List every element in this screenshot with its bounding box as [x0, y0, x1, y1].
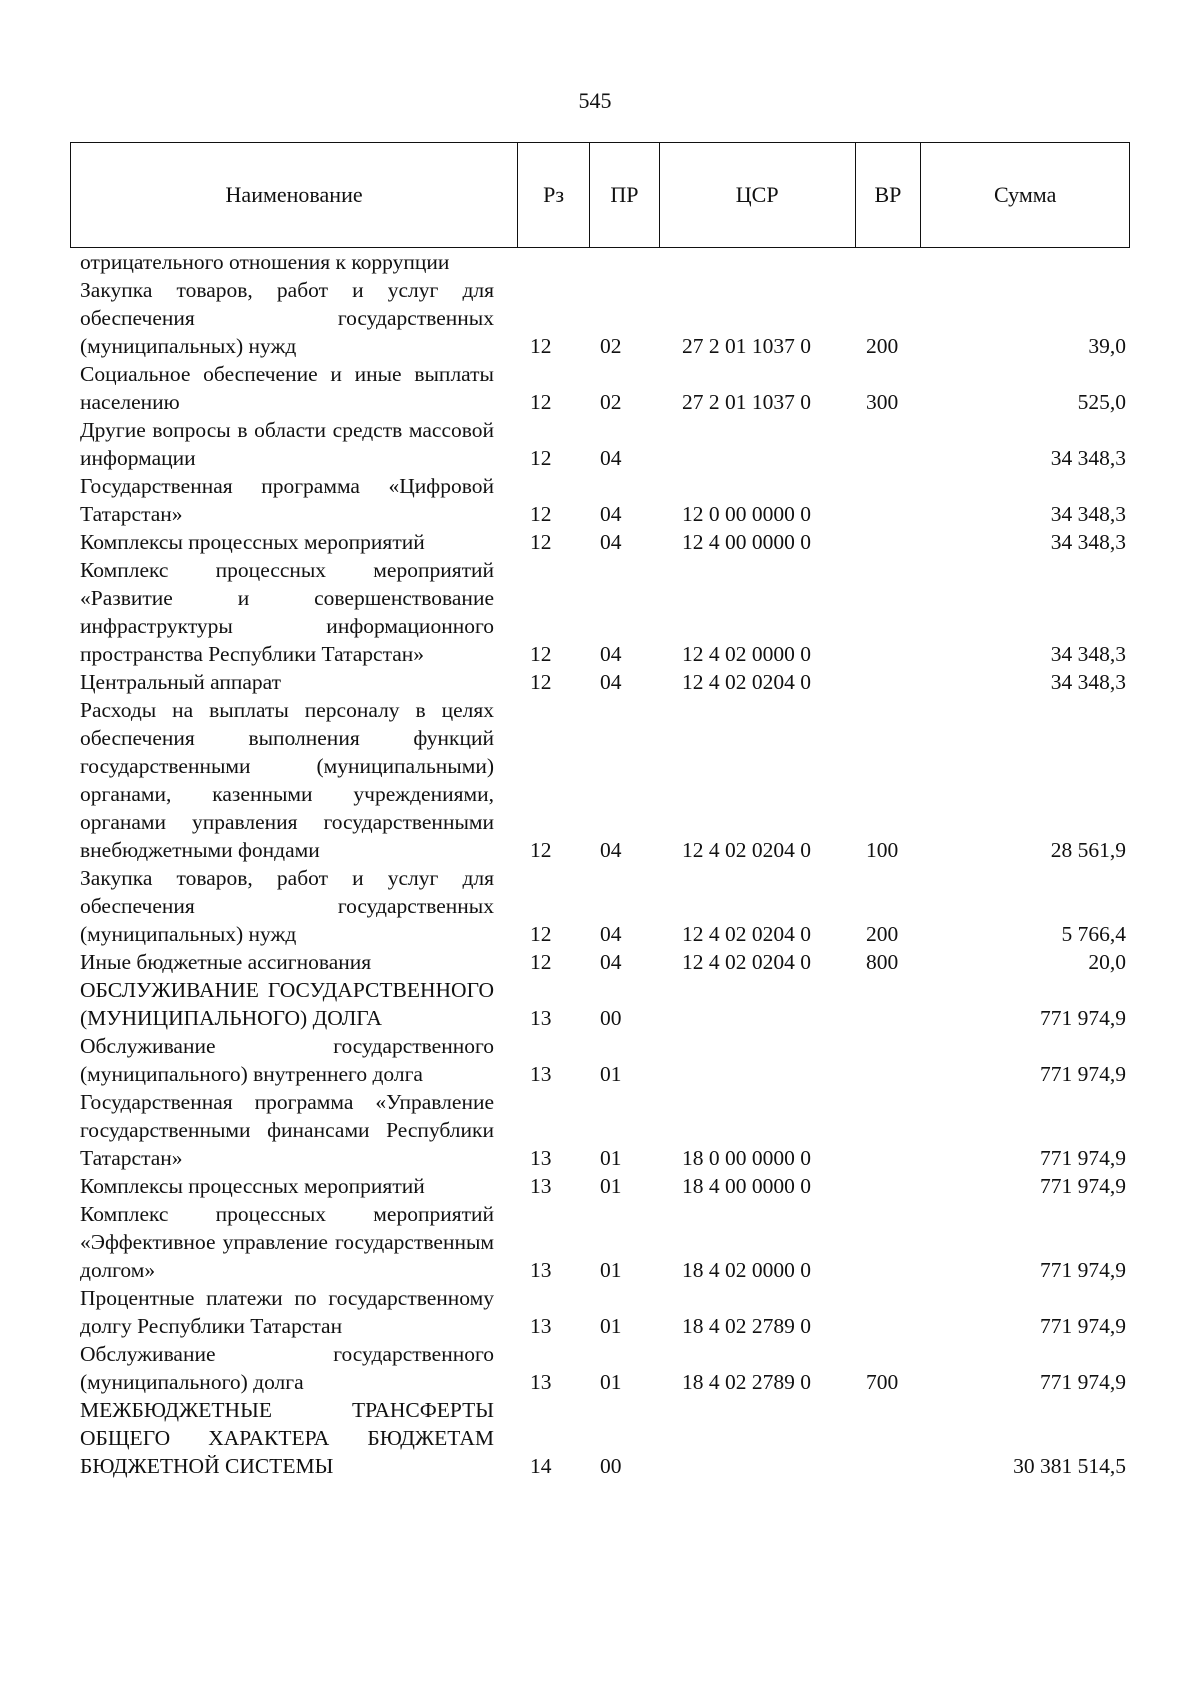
row-csr: 12 0 00 0000 0 — [682, 502, 811, 526]
row-sum: 771 974,9 — [1040, 1314, 1126, 1338]
table-row — [70, 276, 1130, 360]
row-vr: 800 — [866, 950, 899, 974]
row-name: Государственная программа «Цифровой Татарстан» — [80, 474, 494, 526]
row-rz: 12 — [530, 642, 552, 666]
row-sum: 34 348,3 — [1050, 670, 1126, 694]
row-sum: 771 974,9 — [1040, 1006, 1126, 1030]
table-row — [70, 1200, 1130, 1284]
row-vr: 200 — [866, 334, 899, 358]
row-csr: 12 4 02 0204 0 — [682, 838, 811, 862]
table-body — [70, 248, 1130, 1480]
row-sum: 34 348,3 — [1050, 502, 1126, 526]
header-vr: ВР — [856, 143, 922, 247]
table-header — [70, 142, 1130, 248]
row-pr: 04 — [600, 838, 622, 862]
row-rz: 12 — [530, 950, 552, 974]
row-pr: 02 — [600, 334, 622, 358]
row-rz: 12 — [530, 530, 552, 554]
row-csr: 12 4 00 0000 0 — [682, 530, 811, 554]
table-row — [70, 556, 1130, 668]
row-rz: 13 — [530, 1174, 552, 1198]
row-rz: 13 — [530, 1314, 552, 1338]
row-rz: 12 — [530, 670, 552, 694]
row-name: Социальное обеспечение и иные выплаты населению — [80, 362, 494, 414]
table-row — [70, 1284, 1130, 1340]
table-row — [70, 416, 1130, 472]
table-row — [70, 948, 1130, 976]
row-sum: 30 381 514,5 — [1013, 1454, 1126, 1478]
row-pr: 00 — [600, 1006, 622, 1030]
row-sum: 39,0 — [1088, 334, 1126, 358]
row-sum: 34 348,3 — [1050, 530, 1126, 554]
header-pr: ПР — [590, 143, 660, 247]
row-sum: 771 974,9 — [1040, 1258, 1126, 1282]
row-name: МЕЖБЮДЖЕТНЫЕ ТРАНСФЕРТЫ ОБЩЕГО ХАРАКТЕРА БЮДЖЕТАМ БЮДЖЕТНОЙ СИСТЕМЫ — [80, 1398, 494, 1478]
table-row — [70, 360, 1130, 416]
row-sum: 771 974,9 — [1040, 1146, 1126, 1170]
table-row — [70, 976, 1130, 1032]
row-vr: 200 — [866, 922, 899, 946]
row-sum: 771 974,9 — [1040, 1062, 1126, 1086]
row-rz: 13 — [530, 1146, 552, 1170]
table-row — [70, 864, 1130, 948]
row-csr: 18 4 00 0000 0 — [682, 1174, 811, 1198]
row-vr: 300 — [866, 390, 899, 414]
row-sum: 20,0 — [1088, 950, 1126, 974]
row-pr: 04 — [600, 950, 622, 974]
row-sum: 771 974,9 — [1040, 1174, 1126, 1198]
row-rz: 12 — [530, 390, 552, 414]
row-pr: 04 — [600, 502, 622, 526]
row-pr: 04 — [600, 530, 622, 554]
table-row — [70, 1172, 1130, 1200]
row-name: Расходы на выплаты персоналу в целях обеспечения выполнения функций государственными (муниципальными) органами, казенными учреждениями, органами управления государственными внебюджетными фондами — [80, 698, 494, 862]
row-rz: 13 — [530, 1258, 552, 1282]
row-pr: 01 — [600, 1258, 622, 1282]
header-sum: Сумма — [994, 182, 1057, 207]
table-row — [70, 696, 1130, 864]
header-csr: ЦСР — [660, 143, 856, 247]
row-rz: 12 — [530, 922, 552, 946]
row-pr: 01 — [600, 1062, 622, 1086]
row-pr: 00 — [600, 1454, 622, 1478]
row-pr: 04 — [600, 642, 622, 666]
row-csr: 27 2 01 1037 0 — [682, 390, 811, 414]
row-name: Закупка товаров, работ и услуг для обеспечения государственных (муниципальных) нужд — [80, 278, 494, 358]
row-rz: 12 — [530, 838, 552, 862]
row-sum: 34 348,3 — [1050, 446, 1126, 470]
row-vr: 700 — [866, 1370, 899, 1394]
row-pr: 04 — [600, 922, 622, 946]
row-sum: 28 561,9 — [1050, 838, 1126, 862]
row-csr: 18 0 00 0000 0 — [682, 1146, 811, 1170]
row-csr: 27 2 01 1037 0 — [682, 334, 811, 358]
row-rz: 12 — [530, 502, 552, 526]
row-name: Иные бюджетные ассигнования — [80, 950, 372, 974]
row-sum: 34 348,3 — [1050, 642, 1126, 666]
table-row — [70, 472, 1130, 528]
page-number: 545 — [578, 88, 612, 113]
row-sum: 771 974,9 — [1040, 1370, 1126, 1394]
row-name: Комплексы процессных мероприятий — [80, 1174, 425, 1198]
row-rz: 13 — [530, 1062, 552, 1086]
row-pr: 04 — [600, 446, 622, 470]
row-csr: 18 4 02 2789 0 — [682, 1370, 811, 1394]
table-row — [70, 1340, 1130, 1396]
table-row — [70, 1032, 1130, 1088]
row-name: Другие вопросы в области средств массовой информации — [80, 418, 494, 470]
budget-table — [70, 142, 1130, 1480]
row-name: Комплекс процессных мероприятий «Эффективное управление государственным долгом» — [80, 1202, 494, 1282]
row-csr: 18 4 02 0000 0 — [682, 1258, 811, 1282]
row-vr: 100 — [866, 838, 899, 862]
row-name: Обслуживание государственного (муниципального) внутреннего долга — [80, 1034, 494, 1086]
row-pr: 01 — [600, 1370, 622, 1394]
row-name: Государственная программа «Управление государственными финансами Республики Татарстан» — [80, 1090, 494, 1170]
row-sum: 525,0 — [1077, 390, 1126, 414]
row-pr: 01 — [600, 1314, 622, 1338]
table-row — [70, 668, 1130, 696]
row-name: Процентные платежи по государственному долгу Республики Татарстан — [80, 1286, 494, 1338]
row-rz: 13 — [530, 1370, 552, 1394]
row-sum: 5 766,4 — [1061, 922, 1126, 946]
header-name: Наименование — [71, 143, 518, 247]
table-row — [70, 1396, 1130, 1480]
row-rz: 14 — [530, 1454, 552, 1478]
row-name: Комплекс процессных мероприятий «Развитие и совершенствование инфраструктуры информационного пространства Республики Татарстан» — [80, 558, 494, 666]
row-pr: 01 — [600, 1146, 622, 1170]
row-name: Комплексы процессных мероприятий — [80, 530, 425, 554]
row-name: отрицательного отношения к коррупции — [80, 250, 450, 274]
row-csr: 12 4 02 0204 0 — [682, 950, 811, 974]
row-rz: 12 — [530, 334, 552, 358]
table-row — [70, 528, 1130, 556]
row-name: Обслуживание государственного (муниципального) долга — [80, 1342, 494, 1394]
row-name: ОБСЛУЖИВАНИЕ ГОСУДАРСТВЕННОГО (МУНИЦИПАЛЬНОГО) ДОЛГА — [80, 978, 494, 1030]
row-rz: 13 — [530, 1006, 552, 1030]
row-rz: 12 — [530, 446, 552, 470]
table-row — [70, 1088, 1130, 1172]
row-pr: 02 — [600, 390, 622, 414]
table-row — [70, 248, 1130, 276]
row-pr: 01 — [600, 1174, 622, 1198]
header-rz: Рз — [518, 143, 590, 247]
row-csr: 12 4 02 0204 0 — [682, 670, 811, 694]
row-name: Закупка товаров, работ и услуг для обеспечения государственных (муниципальных) нужд — [80, 866, 494, 946]
row-csr: 12 4 02 0000 0 — [682, 642, 811, 666]
row-name: Центральный аппарат — [80, 670, 282, 694]
row-csr: 12 4 02 0204 0 — [682, 922, 811, 946]
row-pr: 04 — [600, 670, 622, 694]
row-csr: 18 4 02 2789 0 — [682, 1314, 811, 1338]
